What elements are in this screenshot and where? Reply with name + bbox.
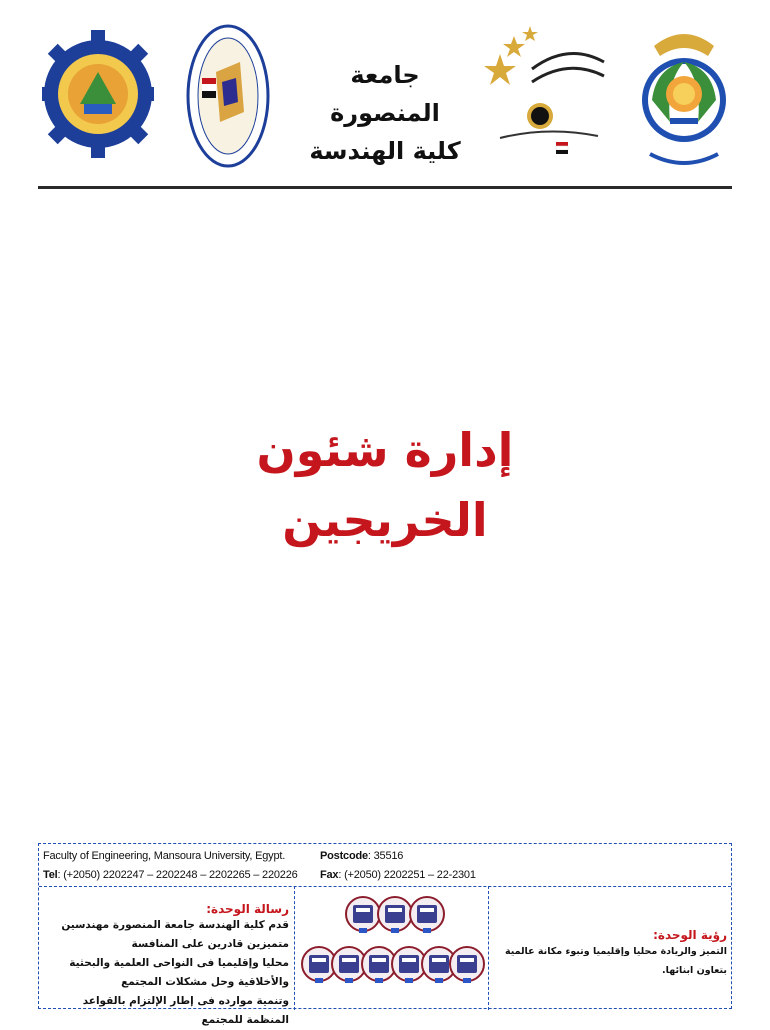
tel-value: : (+2050) 2202247 – 2202248 – 2202265 – 220226 bbox=[57, 869, 298, 881]
postcode-line bbox=[320, 850, 403, 862]
award-logo bbox=[478, 14, 612, 164]
accreditation-badge-icon bbox=[409, 896, 445, 932]
header-divider bbox=[38, 186, 732, 189]
mission-heading: رسالة الوحدة: bbox=[206, 902, 289, 916]
faculty-name: كلية الهندسة bbox=[309, 137, 461, 165]
accreditation-badge-icon bbox=[449, 946, 485, 982]
footer-divider-right bbox=[488, 886, 489, 1010]
page-title: إدارة شئون الخريجين bbox=[256, 423, 514, 547]
mission-section bbox=[43, 902, 289, 1030]
telephone-line bbox=[43, 869, 298, 881]
accreditation-badge-icon bbox=[345, 896, 381, 932]
tel-label: Tel bbox=[43, 869, 58, 881]
fax-line bbox=[320, 869, 476, 881]
footer-box bbox=[38, 843, 732, 1026]
header-title-block bbox=[300, 56, 470, 170]
mission-line-1: قدم كلية الهندسة جامعة المنصورة مهندسين متميزين قادرين على المنافسة bbox=[61, 919, 289, 950]
vision-section bbox=[495, 928, 727, 980]
address-text: Faculty of Engineering, Mansoura University, Egypt. bbox=[43, 850, 286, 862]
footer-horizontal-divider bbox=[39, 886, 731, 887]
fax-value: : (+2050) 2202251 – 22-2301 bbox=[338, 869, 476, 881]
vision-text: التميز والريادة محليا وإقليميا وتبوء مكانة عالمية بتعاون ابنائها. bbox=[504, 946, 727, 976]
vision-heading: رؤية الوحدة: bbox=[653, 928, 727, 942]
naqaae-logo bbox=[186, 22, 270, 174]
mission-line-3: وتنمية موارده فى إطار الإلتزام بالقواعد المنظمة للمجتمع bbox=[82, 995, 289, 1026]
address-line bbox=[43, 850, 285, 862]
faculty-engineering-logo bbox=[42, 26, 154, 166]
mission-line-2: محليا وإقليميا فى النواحى العلمية والبحثية والأخلاقية وحل مشكلات المجتمع bbox=[69, 957, 289, 988]
postcode-label: Postcode bbox=[320, 850, 368, 862]
mansoura-university-logo bbox=[636, 22, 732, 172]
fax-label: Fax bbox=[320, 869, 339, 881]
postcode-value: : 35516 bbox=[367, 850, 404, 862]
university-name: جامعة المنصورة bbox=[330, 61, 440, 127]
accreditation-badge-icon bbox=[377, 896, 413, 932]
footer-divider-left bbox=[294, 886, 295, 1010]
